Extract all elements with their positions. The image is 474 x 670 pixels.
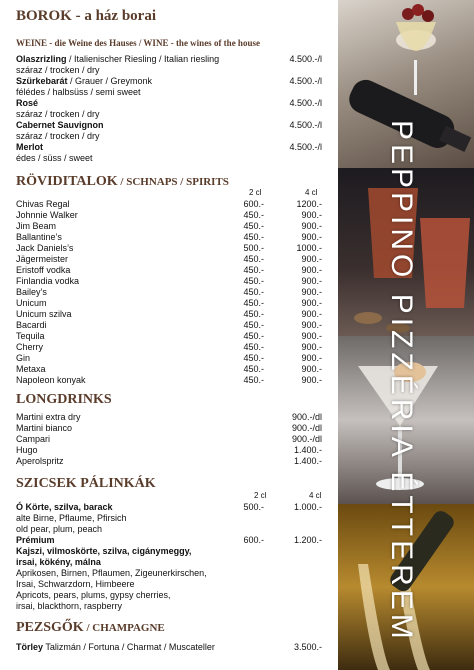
palinka-desc-de: Aprikosen, Birnen, Pflaumen, Zigeunerkirschen, xyxy=(16,568,207,578)
palinka-desc-en: Apricots, pears, plums, gypsy cherries, xyxy=(16,590,171,600)
spirits-col-4cl: 4 cl xyxy=(305,188,318,197)
cocktail-photo xyxy=(338,336,474,504)
wine-desc: édes / süss / sweet xyxy=(16,153,93,163)
champagne-row: Törley Talizmán / Fortuna / Charmat / Muscateller 3.500.- xyxy=(16,642,322,652)
palinka-row: Ó Körte, szilva, barack 500.- 1.000.- xyxy=(16,502,322,512)
palinka-desc-en: old pear, plum, peach xyxy=(16,524,103,534)
longdrink-row: Campari 900.-/dl xyxy=(16,434,322,444)
restaurant-name: PEPPINO PIZZÉRIA ÉTTEREM xyxy=(385,120,418,643)
palinka-row: Prémium 600.- 1.200.- xyxy=(16,535,322,545)
spirit-row: Ballantine’s 450.- 900.- xyxy=(16,232,322,242)
wine-photo xyxy=(338,0,474,168)
longdrink-row: Aperolspritz 1.400.- xyxy=(16,456,322,466)
palinka-desc-de: Irsai, Schwarzdorn, Himbeere xyxy=(16,579,135,589)
spirits-col-2cl: 2 cl xyxy=(249,188,262,197)
wine-row: Olaszrizling / Italienischer Riesling / Italian riesling 4.500.-/l xyxy=(16,54,322,64)
spirit-row: Gin 450.- 900.- xyxy=(16,353,322,363)
wine-row: Cabernet Sauvignon 4.500.-/l xyxy=(16,120,322,130)
spirit-row: Johnnie Walker 450.- 900.- xyxy=(16,210,322,220)
shots-photo xyxy=(338,168,474,336)
champagne-photo xyxy=(338,504,474,670)
spirit-row: Cherry 450.- 900.- xyxy=(16,342,322,352)
spirit-row: Jim Beam 450.- 900.- xyxy=(16,221,322,231)
spirit-row: Tequila 450.- 900.- xyxy=(16,331,322,341)
palinka-col-4cl: 4 cl xyxy=(309,491,322,500)
palinka-list: irsai, kökény, málna xyxy=(16,557,101,567)
palinka-desc-en: irsai, blackthorn, raspberry xyxy=(16,601,123,611)
wines-subtitle: WEINE - die Weine des Hauses / WINE - the wines of the house xyxy=(16,38,260,48)
spirit-row: Jack Daniels’s 500.- 1000.- xyxy=(16,243,322,253)
wine-desc: félédes / halbsüss / semi sweet xyxy=(16,87,141,97)
wine-row: Szürkebarát / Grauer / Greymonk 4.500.-/l xyxy=(16,76,322,86)
wine-desc: száraz / trocken / dry xyxy=(16,65,100,75)
spirit-row: Napoleon konyak 450.- 900.- xyxy=(16,375,322,385)
longdrink-row: Hugo 1.400.- xyxy=(16,445,322,455)
spirits-title: RÖVIDITALOK / SCHNAPS / SPIRITS xyxy=(16,174,229,189)
spirit-row: Chivas Regal 600.- 1200.- xyxy=(16,199,322,209)
palinka-col-2cl: 2 cl xyxy=(254,491,267,500)
palinka-title: SZICSEK PÁLINKÁK xyxy=(16,476,156,491)
wine-desc: száraz / trocken / dry xyxy=(16,109,100,119)
spirit-row: Finlandia vodka 450.- 900.- xyxy=(16,276,322,286)
spirit-row: Unicum 450.- 900.- xyxy=(16,298,322,308)
wine-desc: száraz / trocken / dry xyxy=(16,131,100,141)
photo-strip xyxy=(338,0,474,670)
champagne-title: PEZSGŐK / CHAMPAGNE xyxy=(16,620,165,635)
wine-row: Rosé 4.500.-/l xyxy=(16,98,322,108)
wine-row: Merlot 4.500.-/l xyxy=(16,142,322,152)
palinka-desc-de: alte Birne, Pflaume, Pfirsich xyxy=(16,513,127,523)
longdrink-row: Martini bianco 900.-/dl xyxy=(16,423,322,433)
spirit-row: Metaxa 450.- 900.- xyxy=(16,364,322,374)
spirit-row: Eristoff vodka 450.- 900.- xyxy=(16,265,322,275)
spirit-row: Unicum szilva 450.- 900.- xyxy=(16,309,322,319)
longdrinks-title: LONGDRINKS xyxy=(16,392,112,407)
palinka-list: Kajszi, vilmoskörte, szilva, cigánymeggy, xyxy=(16,546,192,556)
spirit-row: Jägermeister 450.- 900.- xyxy=(16,254,322,264)
spirit-row: Bacardi 450.- 900.- xyxy=(16,320,322,330)
spirit-row: Bailey’s 450.- 900.- xyxy=(16,287,322,297)
wines-title: BOROK - a ház borai xyxy=(16,8,157,24)
longdrink-row: Martini extra dry 900.-/dl xyxy=(16,412,322,422)
